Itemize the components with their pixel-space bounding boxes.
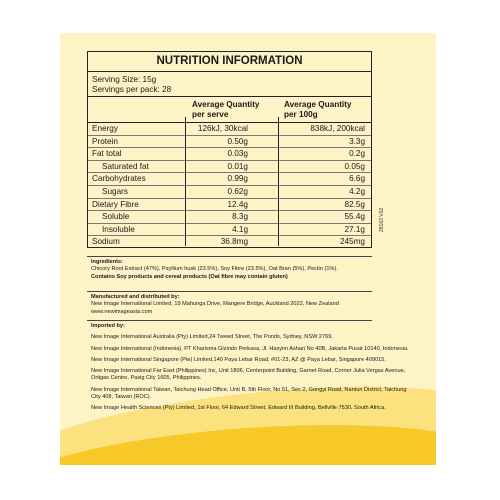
nutrient-name: Carbohydrates (92, 174, 146, 184)
header-per-serve-line1: Average Quantity (192, 100, 260, 109)
nutrient-row-carbohydrates (88, 173, 371, 186)
section-divider (87, 291, 372, 292)
nutrient-row-insoluble (88, 224, 371, 237)
column-headers (88, 97, 371, 123)
nutrient-per-serve: 0.99g (227, 174, 248, 184)
nutrient-name: Sugars (102, 186, 128, 196)
ingredients-text: Chicory Root Extract (47%), Psyllium husk (23.5%), Soy Fibre (23.5%), Oat Bran (5%), Pectin (1%). (91, 266, 338, 273)
nutrient-per-serve: 0.03g (227, 149, 248, 159)
nutrient-rows (88, 123, 371, 248)
nutrient-row-fat-total (88, 148, 371, 161)
section-divider (87, 256, 372, 257)
nutrient-name: Soluble (102, 212, 130, 222)
nutrient-per-serve: 0.01g (227, 161, 248, 171)
nutrient-name: Saturated fat (102, 161, 149, 171)
nutrient-row-soluble (88, 211, 371, 224)
nutrient-per-100g: 27.1g (344, 224, 365, 234)
importer-philippines: New Image International Far East (Philippines) Inc, Unit 1806, Centerpoint Building, Garnet Road, Corner Julia Vergas Avenue, Ortigas Centre, Pasig City 1605, Philippines. (91, 368, 406, 382)
nutrient-per-100g: 838kJ, 200kcal (310, 124, 365, 133)
manufacturer-website: www.newimageasia.com (91, 308, 153, 315)
nutrient-row-sodium (88, 236, 371, 248)
importer-singapore: New Image International Singapore (Pte) Limited,140 Paya Lebar Road, #01-23, AZ @ Paya Lebar, Singapore 409015. (91, 356, 386, 363)
nutrient-name: Fat total (92, 149, 122, 159)
importer-indonesia: New Image International (Indonesia), PT Kharisma Glzindo Perkasa, Jl. Hasyim Ashari No 40B, Jakarta Pusat 10140, Indonesia. (91, 345, 409, 352)
ingredients-heading: Ingredients: (91, 259, 124, 265)
print-code: 28163 V02 (379, 207, 385, 232)
nutrient-per-serve: 8.3g (232, 212, 248, 222)
nutrient-per-100g: 6.6g (349, 174, 365, 184)
header-per-100g-line2: per 100g (284, 109, 318, 119)
section-divider (87, 320, 372, 321)
nutrient-per-serve: 0.50g (227, 136, 248, 146)
serving-size: Serving Size: 15g (92, 75, 157, 84)
nutrient-row-energy (88, 123, 371, 136)
importer-australia: New Image International Australia (Pty) Limited,24 Tweed Street, The Ponds, Sydney, NSW 2769. (91, 334, 333, 341)
importers-heading: Imported by: (91, 323, 125, 329)
header-per-100g (284, 100, 364, 119)
nutrient-per-100g: 4.2g (349, 186, 365, 196)
importer-taiwan: New Image International Taiwan, Taichung Head Office, Unit B, 5th Floor, No 51, Sec 2, Gongyi Road, Nantun District, Taichung City 408, Taiwan (ROC). (91, 386, 407, 401)
nutrient-per-serve: 4.1g (232, 224, 248, 234)
nutrient-per-100g: 245mg (339, 237, 365, 247)
nutrient-per-serve: 126kJ, 30kcal (197, 124, 248, 133)
manufacturer-section (91, 294, 413, 316)
nutrient-name: Energy (92, 124, 118, 133)
nutrient-row-saturated-fat (88, 161, 371, 174)
nutrient-per-100g: 0.2g (349, 149, 365, 159)
nutrient-row-protein (88, 136, 371, 149)
nutrient-row-dietary-fibre (88, 199, 371, 212)
nutrient-name: Sodium (92, 237, 120, 247)
importer-south-africa: New Image Health Sciences (Pty) Limited, 1st Floor, 64 Edward Street, Edward III Building, Bellville 7530, South Africa. (91, 405, 386, 412)
nutrient-row-sugars (88, 186, 371, 199)
nutrient-per-serve: 12.4g (227, 199, 248, 209)
nutrient-name: Dietary Fibre (92, 199, 139, 209)
nutrient-per-100g: 3.3g (349, 136, 365, 146)
nutrient-name: Protein (92, 136, 118, 146)
manufacturer-heading: Manufactured and distributed by: (91, 294, 180, 300)
header-per-serve (192, 100, 272, 119)
nutrient-per-100g: 82.5g (344, 199, 365, 209)
importers-section (91, 323, 413, 417)
nutrition-title: NUTRITION INFORMATION (88, 52, 371, 72)
servings-per-pack: Servings per pack: 28 (92, 84, 172, 94)
header-per-serve-line2: per serve (192, 109, 229, 119)
manufacturer-address: New Image International Limited, 19 Mahunga Drive, Mangere Bridge, Auckland 2022, New Zealand (91, 301, 339, 308)
header-per-100g-line1: Average Quantity (284, 100, 352, 109)
nutrient-per-100g: 55.4g (344, 212, 365, 222)
nutrient-per-100g: 0.05g (344, 161, 365, 171)
allergen-statement: Contains Soy products and cereal products (Oat fibre may contain gluten) (91, 273, 288, 280)
nutrient-name: Insoluble (102, 224, 135, 234)
serving-info (88, 72, 371, 97)
column-divider (278, 117, 279, 246)
nutrient-per-serve: 36.8mg (220, 237, 248, 247)
nutrition-panel (87, 51, 372, 248)
ingredients-section (91, 259, 413, 281)
nutrient-per-serve: 0.62g (227, 186, 248, 196)
column-divider (185, 117, 186, 246)
